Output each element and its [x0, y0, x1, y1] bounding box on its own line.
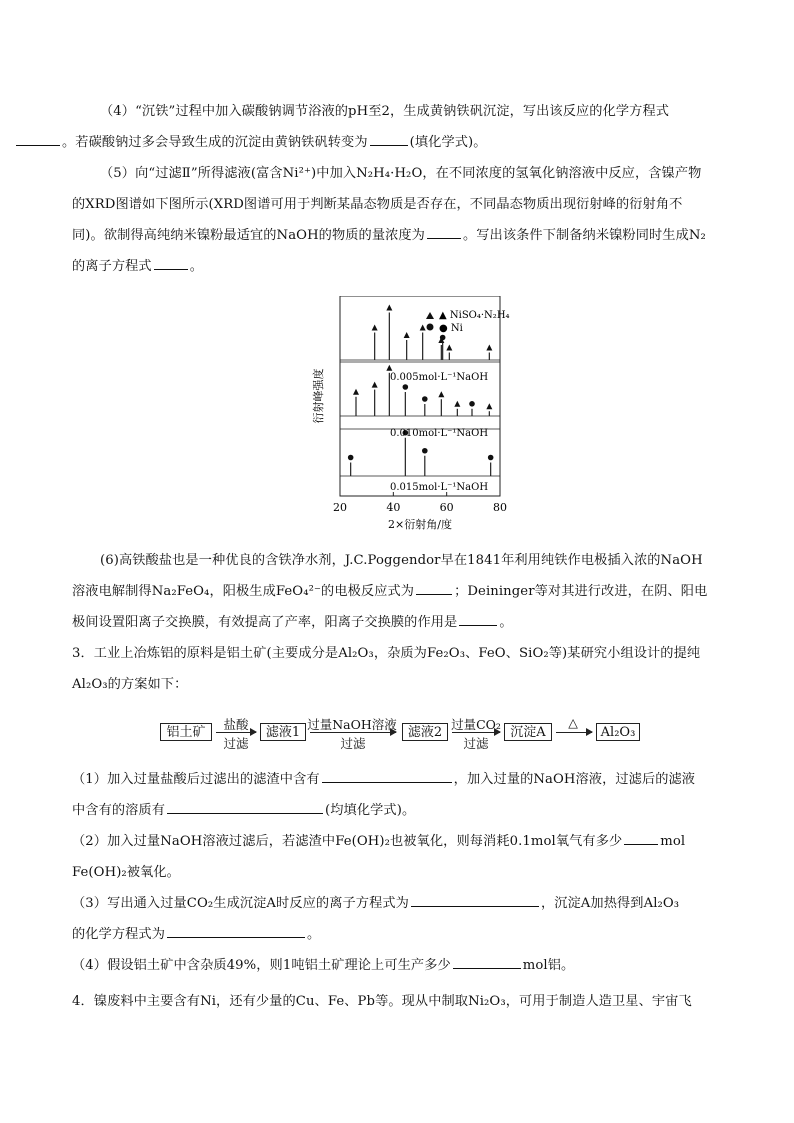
triangle-peak-marker: [372, 382, 378, 388]
flow-box-filtrate2: 滤液2: [402, 723, 448, 741]
p3-line2: Al₂O₃的方案如下：: [72, 677, 188, 692]
triangle-legend-marker: [426, 312, 434, 319]
y-axis-label: 衍射峰强度: [312, 368, 325, 424]
x-tick-label: 80: [493, 501, 507, 514]
flow-cond: 过量CO₂: [451, 717, 501, 732]
p4-line1: 4．镍废料中主要含有Ni，还有少量的Cu、Fe、Pb等。现从中制取Ni₂O₃，可用于制造人造卫星、宇宙飞: [72, 994, 692, 1009]
answer-blank[interactable]: [16, 131, 60, 146]
flow-box-alumina: Al₂O₃: [596, 723, 640, 741]
q5-line3: 同)。欲制得高纯纳米镍粉最适宜的NaOH的物质的量浓度为 。写出该条件下制备纳米镍粉同时生成N₂: [72, 220, 726, 251]
x-tick-label: 40: [386, 501, 401, 514]
answer-blank[interactable]: [427, 224, 461, 239]
legend-circle-label: ● Ni: [439, 323, 463, 334]
circle-peak-marker: [422, 396, 428, 402]
triangle-peak-marker: [446, 345, 452, 351]
circle-peak-marker: [488, 455, 494, 461]
circle-legend-marker: [427, 324, 434, 331]
triangle-peak-marker: [454, 401, 460, 407]
plot-frame: [340, 296, 500, 496]
circle-peak-marker: [403, 384, 409, 390]
flow-cond: 过量NaOH溶液: [307, 717, 397, 732]
flow-box-precipitate: 沉淀A: [504, 723, 552, 741]
triangle-peak-marker: [386, 365, 392, 371]
p3-s2-line1: （2）加入过量NaOH溶液过滤后，若滤渣中Fe(OH)₂也被氧化，则每消耗0.1mol氧气有多少 mol: [72, 826, 726, 857]
triangle-peak-marker: [486, 403, 492, 409]
triangle-peak-marker: [353, 389, 359, 395]
circle-peak-marker: [348, 455, 354, 461]
answer-blank[interactable]: [154, 255, 188, 270]
circle-peak-marker: [469, 401, 475, 407]
q4-text: （4）“沉铁”过程中加入碳酸钠调节浴液的pH至2，生成黄钠铁矾沉淀，写出该反应的化学方程式: [100, 104, 670, 119]
q5-line1: （5）向“过滤Ⅱ”所得滤液(富含Ni²⁺)中加入N₂H₄·H₂O，在不同浓度的氢氧化钠溶液中反应，含镍产物: [100, 166, 702, 181]
q5-line4: 的离子方程式 。: [72, 251, 726, 282]
p3-intro: [72, 638, 726, 700]
q5-paragraph: [72, 158, 726, 282]
p3-s1-line1: （1）加入过量盐酸后过滤出的滤渣中含有 ，加入过量的NaOH溶液，过滤后的滤液: [72, 764, 726, 795]
x-tick-label: 20: [333, 501, 347, 514]
answer-blank[interactable]: [453, 954, 521, 969]
flow-box-filtrate1: 滤液1: [260, 723, 306, 741]
triangle-peak-marker: [372, 325, 378, 331]
triangle-peak-marker: [438, 391, 444, 397]
answer-blank[interactable]: [411, 892, 539, 907]
p3-subquestions: [72, 764, 726, 981]
q4-paragraph: （4）“沉铁”过程中加入碳酸钠调节浴液的pH至2，生成黄钠铁矾沉淀，写出该反应的化学方程式 。若碳酸钠过多会导致生成的沉淀由黄钠铁矾转变为 (填化学式)。: [72, 96, 726, 158]
flow-cond: 过滤: [223, 736, 249, 751]
p3-s3-line1: （3）写出通入过量CO₂生成沉淀A时反应的离子方程式为 ，沉淀A加热得到Al₂O₃: [72, 888, 726, 919]
answer-blank[interactable]: [416, 580, 452, 595]
q5-line2: 的XRD图谱如下图所示(XRD图谱可用于判断某晶态物质是否存在，不同晶态物质出现衍射峰的衍射角不: [72, 197, 683, 212]
x-axis-label: 2×衍射角/度: [388, 518, 452, 531]
series-label-0: 0.005mol·L⁻¹NaOH: [390, 372, 489, 383]
q6-line1: (6)高铁酸盐也是一种优良的含铁净水剂，J.C.Poggendor早在1841年利用纯铁作电极插入浓的NaOH: [100, 553, 703, 568]
answer-blank[interactable]: [624, 830, 658, 845]
answer-blank[interactable]: [322, 768, 452, 783]
p4-intro: [72, 986, 726, 1017]
series-label-2: 0.015mol·L⁻¹NaOH: [390, 482, 489, 493]
flow-box-bauxite: 铝土矿: [160, 723, 212, 741]
flow-cond-heat: △: [568, 715, 578, 730]
flow-arrow: [556, 732, 592, 733]
q6-line2: 溶液电解制得Na₂FeO₄，阳极生成FeO₄²⁻的电极反应式为 ；Deininger等对其进行改进，在阴、阳电: [72, 576, 726, 607]
p3-s1-line2: 中含有的溶质有 (均填化学式)。: [72, 795, 726, 826]
triangle-peak-marker: [386, 305, 392, 311]
series-label-1: 0.010mol·L⁻¹NaOH: [390, 428, 489, 439]
circle-peak-marker: [422, 448, 428, 454]
xrd-chart: [300, 296, 520, 536]
q6-paragraph: [72, 545, 726, 638]
answer-blank[interactable]: [167, 923, 305, 938]
xrd-svg: [300, 296, 520, 536]
p3-s4: （4）假设铝土矿中含杂质49%，则1吨铝土矿理论上可生产多少 mol铝。: [72, 950, 726, 981]
triangle-peak-marker: [486, 345, 492, 351]
flow-cond: 过滤: [340, 736, 366, 751]
q6-line3: 极间设置阳离子交换膜，有效提高了产率，阳离子交换膜的作用是 。: [72, 607, 726, 638]
p3-line1: 3．工业上冶炼铝的原料是铝土矿(主要成分是Al₂O₃，杂质为Fe₂O₃、FeO、SiO₂等)某研究小组设计的提纯: [72, 646, 701, 661]
triangle-peak-marker: [420, 325, 426, 331]
legend: [426, 310, 510, 334]
legend-triangle-label: ▲ NiSO₄·N₂H₄: [439, 310, 510, 321]
answer-blank[interactable]: [459, 611, 497, 626]
process-flowchart: [160, 717, 640, 749]
answer-blank[interactable]: [370, 131, 408, 146]
p3-s3-line2: 的化学方程式为 。: [72, 919, 726, 950]
flow-cond: 盐酸: [223, 717, 249, 732]
p3-s2-line2: Fe(OH)₂被氧化。: [72, 865, 180, 880]
answer-blank[interactable]: [167, 799, 323, 814]
circle-peak-marker: [440, 335, 446, 341]
flow-cond: 过滤: [463, 736, 489, 751]
x-tick-label: 60: [439, 501, 454, 514]
triangle-peak-marker: [404, 332, 410, 338]
